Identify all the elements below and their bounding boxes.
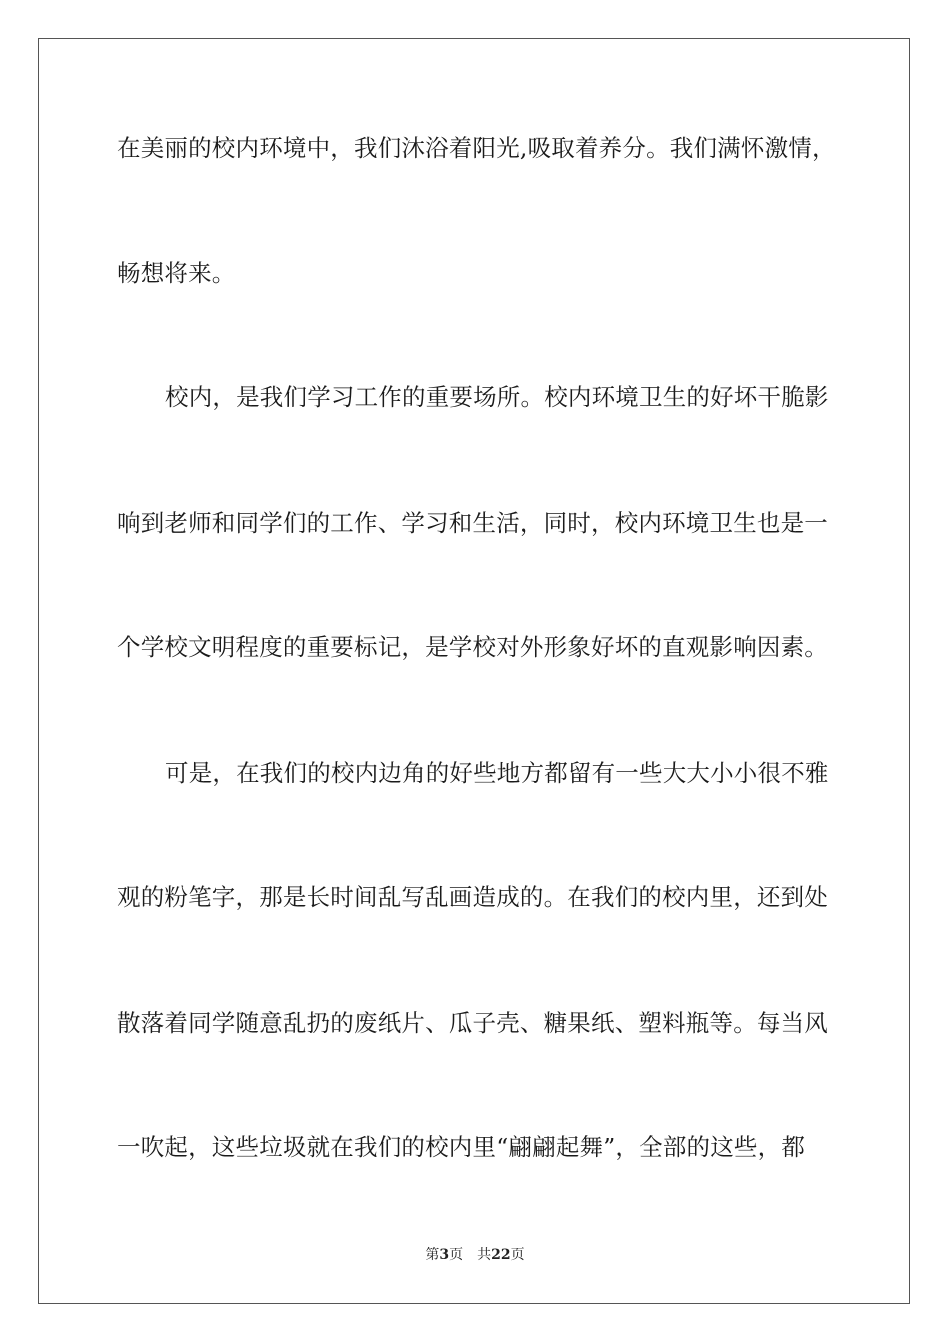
paragraph-1-line-1: 在美丽的校内环境中，我们沐浴着阳光,吸取着养分。我们满怀激情， [117, 134, 836, 162]
page-footer [0, 1246, 950, 1264]
footer-total-suffix: 页 [510, 1247, 525, 1263]
paragraph-2-line-2: 响到老师和同学们的工作、学习和生活，同时，校内环境卫生也是一 [117, 509, 828, 537]
paragraph-3-line-4: 一吹起，这些垃圾就在我们的校内里“翩翩起舞”，全部的这些，都 [117, 1133, 806, 1161]
paragraph-3-line-3: 散落着同学随意乱扔的废纸片、瓜子壳、糖果纸、塑料瓶等。每当风 [117, 1009, 828, 1037]
paragraph-1-line-2: 畅想将来。 [117, 259, 236, 287]
paragraph-2-line-1: 校内，是我们学习工作的重要场所。校内环境卫生的好坏干脆影 [165, 383, 829, 411]
footer-page-number: 3 [439, 1247, 450, 1263]
footer-page-prefix: 第 [425, 1247, 440, 1263]
footer-total-pages: 22 [491, 1247, 511, 1263]
footer-total-prefix: 共 [477, 1247, 492, 1263]
paragraph-3-line-2: 观的粉笔字，那是长时间乱写乱画造成的。在我们的校内里，还到处 [117, 883, 828, 911]
page-border [38, 38, 910, 1304]
paragraph-2-line-3: 个学校文明程度的重要标记，是学校对外形象好坏的直观影响因素。 [117, 633, 828, 661]
footer-page-suffix: 页 [449, 1247, 464, 1263]
paragraph-3-line-1: 可是，在我们的校内边角的好些地方都留有一些大大小小很不雅 [165, 759, 829, 787]
